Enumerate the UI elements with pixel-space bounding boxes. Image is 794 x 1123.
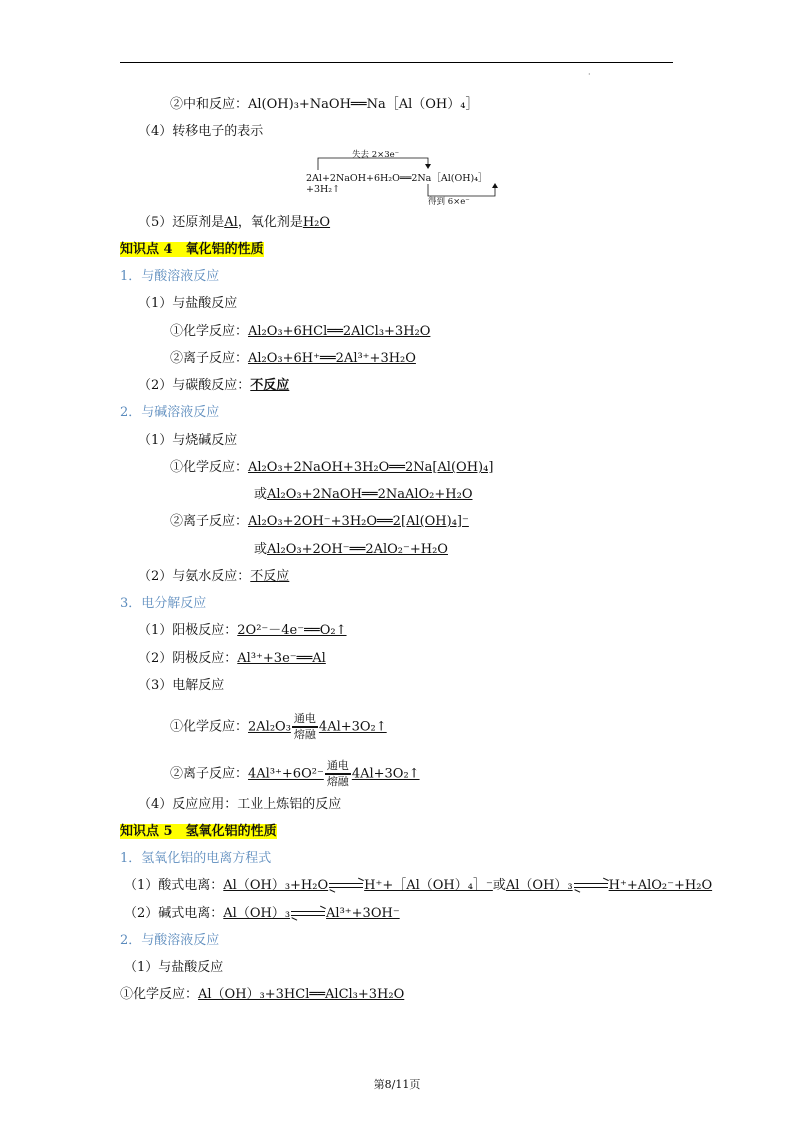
line-anode: （1）阳极反应：2O²⁻－4e⁻══O₂↑ — [138, 623, 347, 638]
section-ionization: 1．氢氧化铝的电离方程式 — [120, 851, 272, 866]
line-hcl-reaction: （1）与盐酸反应 — [138, 296, 238, 311]
line-hcl-ionic: ②离子反应：Al₂O₃+6H⁺══2Al³⁺+3H₂O — [170, 351, 416, 366]
line-hcl-chemical-2: ①化学反应：Al（OH）₃+3HCl══AlCl₃+3H₂O — [120, 987, 405, 1002]
section-acid-reaction: 1．与酸溶液反应 — [120, 269, 220, 284]
transfer-lose-label: 失去 2×3e⁻ — [352, 150, 400, 160]
line-naoh-chemical-alt: 或Al₂O₃+2NaOH══2NaAlO₂+H₂O — [254, 487, 473, 502]
line-reducing-oxidizing: （5）还原剂是Al，氧化剂是H₂O — [138, 215, 331, 230]
line-electrolysis-chemical: ①化学反应：2Al₂O₃ 通电 熔融 4Al+3O₂↑ — [170, 712, 387, 741]
reversible-arrow-icon — [329, 881, 363, 891]
header-dot: · — [588, 70, 591, 79]
line-carbonic-acid: （2）与碳酸反应：不反应 — [138, 378, 290, 393]
line-neutralization: ②中和反应：Al(OH)₃+NaOH══Na［Al（OH）₄］ — [170, 97, 479, 112]
condition-stack: 通电 熔融 — [326, 759, 349, 788]
line-naoh-ionic-alt: 或Al₂O₃+2OH⁻══2AlO₂⁻+H₂O — [254, 542, 448, 557]
reversible-arrow-icon — [574, 881, 608, 891]
line-naoh-chemical: ①化学反应：Al₂O₃+2NaOH+3H₂O══2Na[Al(OH)₄] — [170, 460, 494, 475]
line-electron-transfer-title: （4）转移电子的表示 — [138, 124, 264, 139]
line-hcl-chemical: ①化学反应：Al₂O₃+6HCl══2AlCl₃+3H₂O — [170, 324, 431, 339]
section-acid-reaction-2: 2．与酸溶液反应 — [120, 933, 220, 948]
condition-stack: 通电 熔融 — [293, 712, 316, 741]
line-application: （4）反应应用：工业上炼铝的反应 — [138, 797, 342, 812]
section-electrolysis: 3．电分解反应 — [120, 596, 207, 611]
line-naoh-reaction: （1）与烧碱反应 — [138, 433, 238, 448]
line-electrolysis-title: （3）电解反应 — [138, 678, 225, 693]
transfer-equation: 2Al+2NaOH+6H₂O══2Na［Al(OH)₄］+3H₂↑ — [306, 173, 488, 195]
section-base-reaction: 2．与碱溶液反应 — [120, 405, 220, 420]
knowledge-point-4-heading: 知识点 4 氧化铝的性质 — [120, 242, 264, 257]
knowledge-point-5-heading: 知识点 5 氢氧化铝的性质 — [120, 824, 277, 839]
header-rule — [120, 62, 673, 63]
electron-transfer-diagram — [300, 146, 510, 208]
page-number: 第8/11页 — [373, 1078, 421, 1091]
line-naoh-ionic: ②离子反应：Al₂O₃+2OH⁻+3H₂O══2[Al(OH)₄]⁻ — [170, 514, 469, 529]
line-ammonia: （2）与氨水反应：不反应 — [138, 569, 290, 584]
line-base-ionization: （2）碱式电离：Al（OH）₃ Al³⁺+3OH⁻ — [124, 906, 400, 921]
line-electrolysis-ionic: ②离子反应：4Al³⁺+6O²⁻ 通电 熔融 4Al+3O₂↑ — [170, 759, 420, 788]
reversible-arrow-icon — [291, 909, 325, 919]
line-acid-ionization: （1）酸式电离：Al（OH）₃+H₂O H⁺+［Al（OH）₄］⁻或Al（OH）₃ H⁺+AlO₂⁻+H₂O — [124, 878, 713, 893]
line-hcl-reaction-2: （1）与盐酸反应 — [124, 960, 224, 975]
transfer-gain-label: 得到 6×e⁻ — [428, 197, 470, 207]
line-cathode: （2）阴极反应：Al³⁺+3e⁻══Al — [138, 651, 326, 666]
